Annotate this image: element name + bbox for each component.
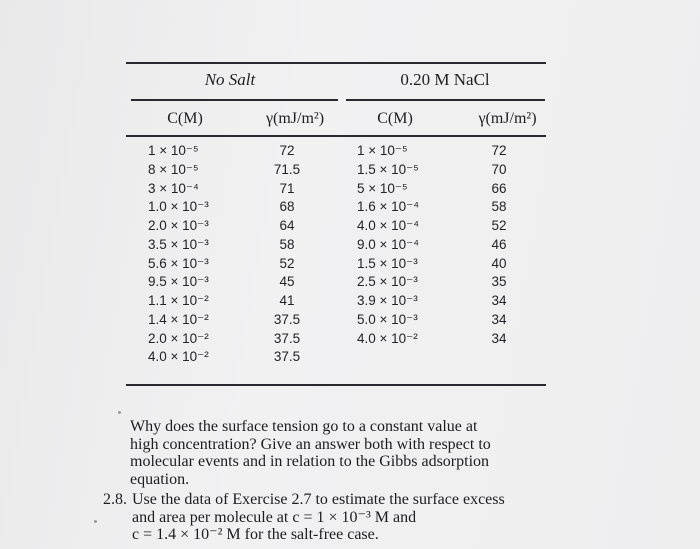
table-cell-concentration: 4.0 × 10⁻⁴ (357, 218, 420, 233)
table-cell-surface-tension: 40 (491, 255, 507, 271)
table-cell-surface-tension: 46 (491, 236, 507, 252)
no-salt-group-rule (131, 99, 338, 101)
no-salt-c-header: C(M) (167, 110, 203, 127)
table-cell-surface-tension: 34 (491, 293, 507, 308)
page-speck (118, 411, 121, 414)
table-cell-surface-tension: 71 (279, 180, 295, 196)
table-cell-surface-tension: 68 (279, 199, 295, 215)
table-bottom-rule (126, 384, 546, 386)
nacl-concentration-column (357, 142, 457, 348)
table-cell-surface-tension: 52 (279, 255, 295, 271)
table-cell-concentration: 2.0 × 10⁻² (148, 330, 209, 346)
table-cell-concentration: 5.6 × 10⁻³ (148, 255, 209, 271)
table-cell-concentration: 1 × 10⁻⁵ (148, 143, 199, 158)
table-cell-concentration: 1 × 10⁻⁵ (357, 143, 408, 158)
no-salt-gamma-header: γ(mJ/m²) (265, 110, 325, 127)
nacl-gamma-header: γ(mJ/m²) (478, 110, 537, 127)
table-cell-concentration: 8 × 10⁻⁵ (148, 161, 199, 177)
table-cell-concentration: 1.6 × 10⁻⁴ (357, 199, 420, 215)
table-cell-concentration: 4.0 × 10⁻² (357, 330, 418, 346)
table-cell-surface-tension: 34 (491, 311, 507, 327)
no-salt-header: No Salt (204, 70, 256, 89)
table-cell-surface-tension: 41 (279, 293, 295, 308)
table-cell-surface-tension: 70 (491, 161, 507, 177)
table-cell-surface-tension: 71.5 (273, 161, 301, 177)
table-cell-concentration: 3.9 × 10⁻³ (357, 293, 418, 308)
question-line: high concentration? Give an answer both with respect to (130, 435, 491, 453)
table-cell-concentration: 1.5 × 10⁻³ (357, 255, 418, 271)
table-cell-concentration: 3.5 × 10⁻³ (148, 236, 209, 252)
header-bottom-rule (126, 135, 546, 137)
table-cell-surface-tension: 52 (491, 218, 507, 233)
table-cell-concentration: 5.0 × 10⁻³ (357, 311, 418, 327)
table-cell-concentration: 3 × 10⁻⁴ (148, 180, 199, 196)
table-cell-concentration: 1.1 × 10⁻² (148, 293, 209, 308)
table-cell-surface-tension: 64 (279, 218, 295, 233)
exercise-line: c = 1.4 × 10⁻² M for the salt-free case. (132, 526, 379, 543)
table-cell-concentration: 5 × 10⁻⁵ (357, 180, 408, 196)
table-cell-surface-tension: 66 (491, 180, 507, 196)
question-line: equation. (130, 470, 190, 488)
nacl-tension-column (474, 142, 524, 348)
exercise-paragraph (132, 491, 505, 544)
exercise-line: Use the data of Exercise 2.7 to estimate the surface excess (132, 491, 505, 508)
table-cell-concentration: 1.0 × 10⁻³ (148, 199, 209, 215)
table-cell-surface-tension: 37.5 (273, 311, 301, 327)
no-salt-concentration-column (148, 142, 248, 367)
table-cell-concentration: 2.5 × 10⁻³ (357, 274, 418, 290)
table-cell-surface-tension: 72 (491, 143, 507, 158)
table-top-rule (126, 62, 546, 64)
exercise-number: 2.8. (103, 491, 127, 508)
table-cell-surface-tension: 58 (491, 199, 507, 215)
table-cell-surface-tension: 58 (279, 236, 295, 252)
question-line: Why does the surface tension go to a constant value at (130, 418, 478, 435)
question-line: molecular events and in relation to the Gibbs adsorption (130, 453, 490, 470)
table-cell-concentration: 1.4 × 10⁻² (148, 311, 209, 327)
table-cell-surface-tension: 37.5 (273, 349, 301, 365)
table-cell-concentration: 1.5 × 10⁻⁵ (357, 161, 419, 177)
nacl-c-header: C(M) (377, 110, 413, 127)
table-cell-surface-tension: 34 (491, 330, 507, 346)
nacl-header: 0.20 M NaCl (400, 70, 490, 89)
no-salt-tension-column (262, 142, 312, 367)
table-cell-concentration: 4.0 × 10⁻² (148, 349, 209, 365)
question-paragraph (130, 418, 491, 488)
table-cell-surface-tension: 45 (279, 274, 295, 290)
table-cell-concentration: 9.0 × 10⁻⁴ (357, 236, 420, 252)
table-cell-concentration: 9.5 × 10⁻³ (148, 274, 209, 290)
page-speck (94, 520, 97, 523)
exercise-line: and area per molecule at c = 1 × 10⁻³ M and (132, 508, 417, 526)
table-cell-surface-tension: 72 (279, 143, 295, 158)
nacl-group-rule (346, 99, 545, 101)
table-cell-concentration: 2.0 × 10⁻³ (148, 218, 209, 233)
table-cell-surface-tension: 35 (491, 274, 507, 290)
table-cell-surface-tension: 37.5 (273, 330, 301, 346)
